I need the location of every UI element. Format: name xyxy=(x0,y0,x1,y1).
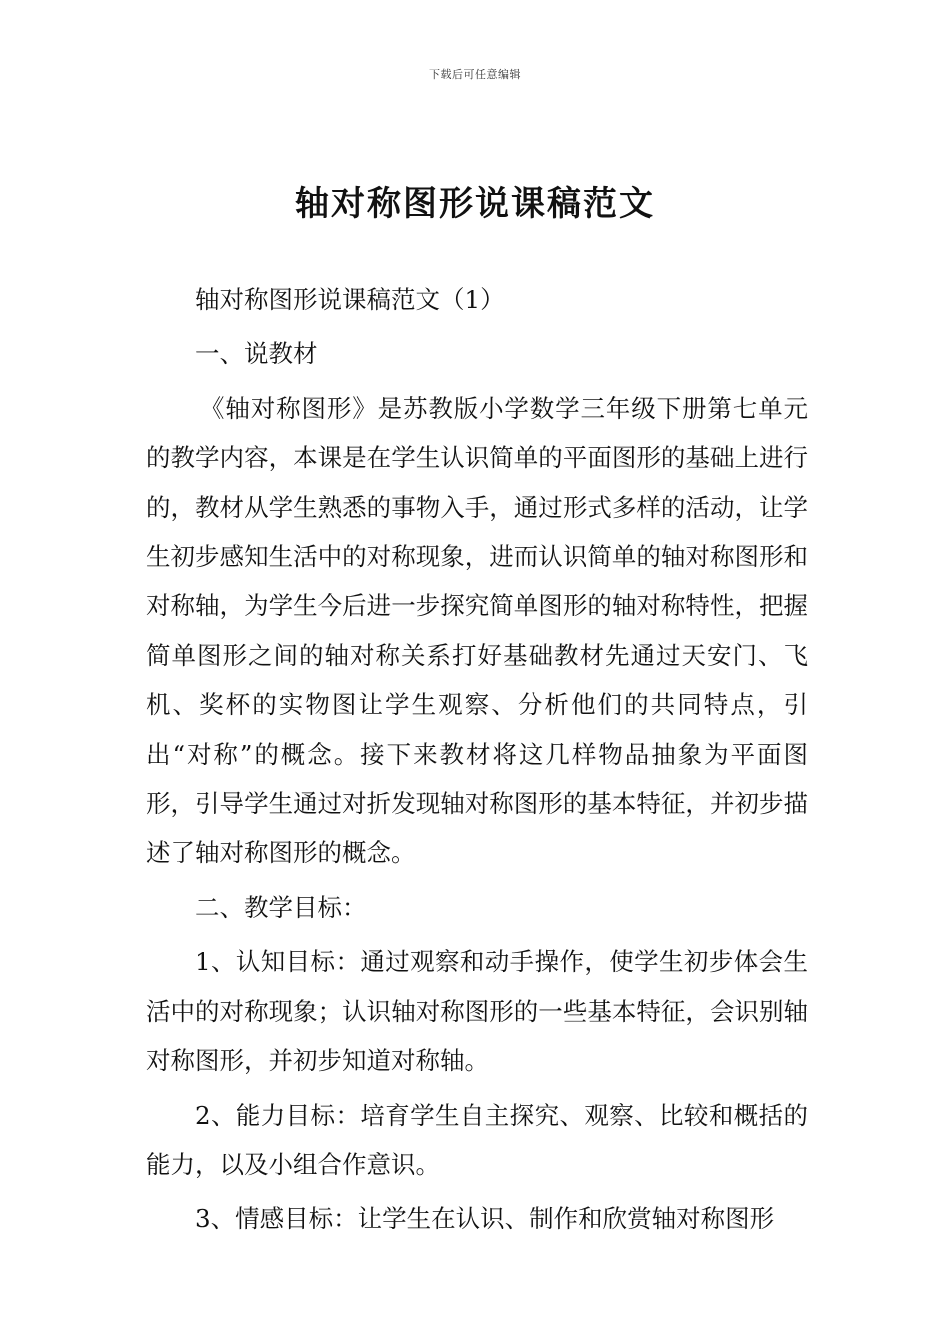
goal-2-paragraph: 2、能力目标：培育学生自主探究、观察、比较和概括的能力，以及小组合作意识。 xyxy=(146,1100,808,1179)
document-subtitle: 轴对称图形说课稿范文（1） xyxy=(195,285,505,314)
header-note: 下载后可任意编辑 xyxy=(429,68,521,81)
goal-3-paragraph: 3、情感目标：让学生在认识、制作和欣赏轴对称图形 xyxy=(195,1204,775,1234)
section1-paragraph: 《轴对称图形》是苏教版小学数学三年级下册第七单元的教学内容，本课是在学生认识简单的平面图形的基础上进行的，教材从学生熟悉的事物入手，通过形式多样的活动，让学生初步感知生活中的对称现象，进而认识简单的轴对称图形和对称轴，为学生今后进一步探究简单图形的轴对称特性，把握简单图形之间的轴对称关系打好基础教材先通过天安门、飞机、奖杯的实物图让学生观察、分析他们的共同特点，引出“对称”的概念。接下来教材将这几样物品抽象为平面图形，引导学生通过对折发现轴对称图形的基本特征，并初步描述了轴对称图形的概念。 xyxy=(146,393,808,868)
section1-heading: 一、说教材 xyxy=(195,339,318,369)
document-body xyxy=(146,275,808,1244)
section2-heading: 二、教学目标： xyxy=(195,892,367,922)
goal-1-paragraph: 1、认知目标：通过观察和动手操作，使学生初步体会生活中的对称现象；认识轴对称图形的一些基本特征，会识别轴对称图形，并初步知道对称轴。 xyxy=(146,947,808,1076)
document-title: 轴对称图形说课稿范文 xyxy=(295,184,655,224)
